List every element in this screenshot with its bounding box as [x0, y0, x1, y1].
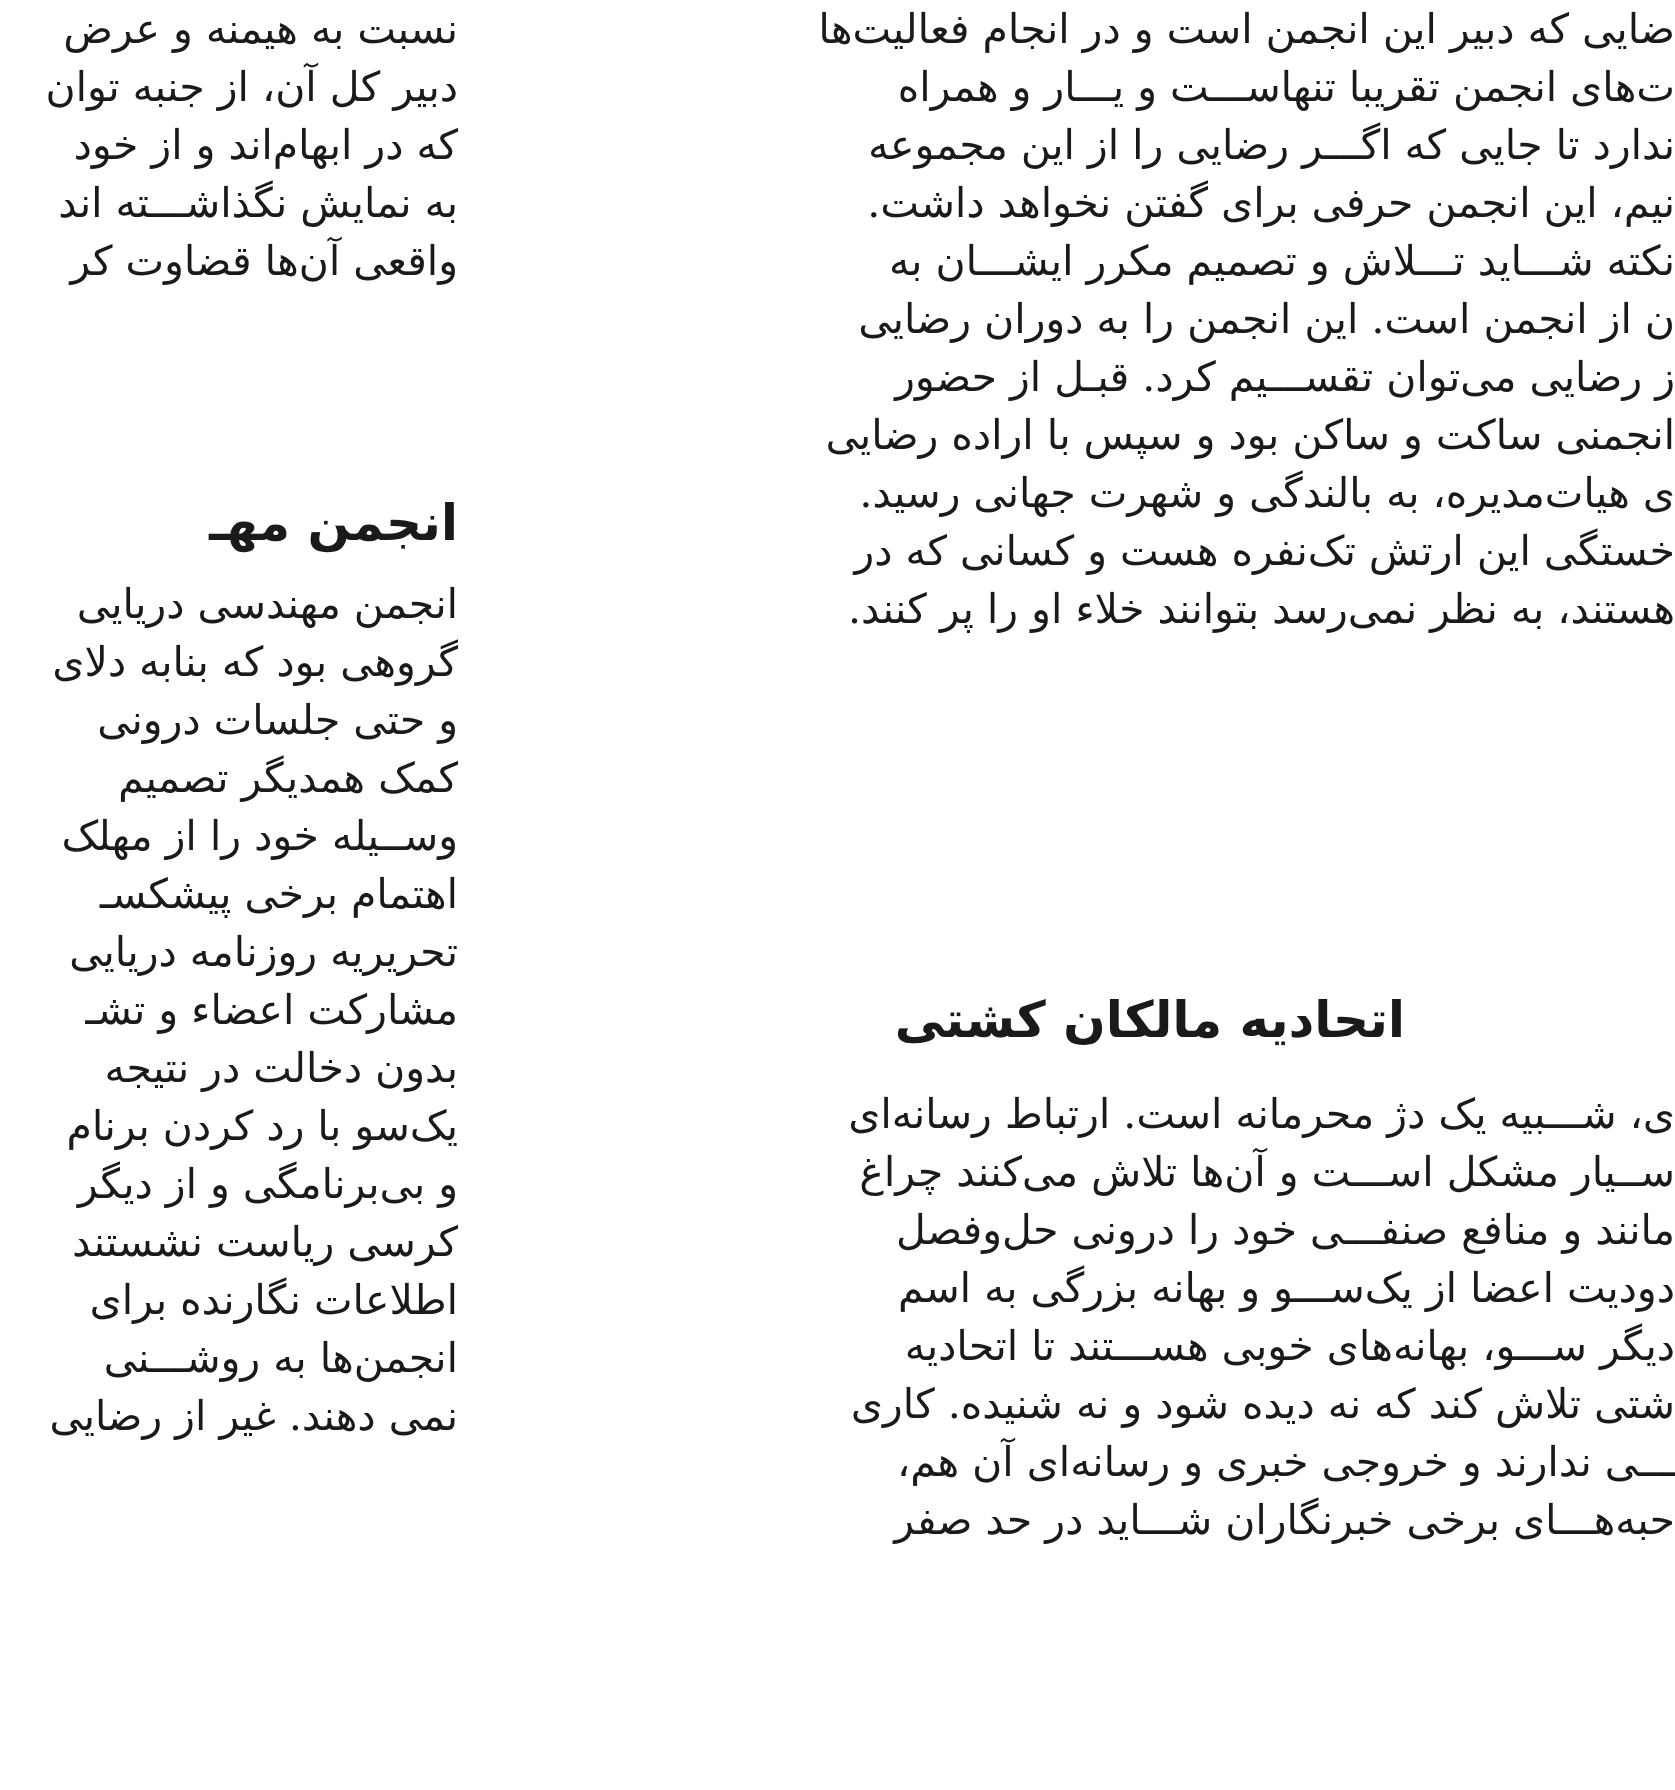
- right-paragraph-1: [555, 0, 1675, 638]
- text-line: هستند، به نظر نمی‌رسد بتوانند خلاء او را پر کنند.: [848, 585, 1675, 633]
- text-line: انجمنی ساکت و ساکن بود و سپس با اراده رضایی: [825, 411, 1675, 459]
- section-heading-ship-owners-union: اتحادیه مالکان کشتی: [894, 991, 1405, 1049]
- text-line: ضایی که دبیر این انجمن است و در انجام فعالیت‌ها: [818, 5, 1675, 53]
- text-line: تحریریه روزنامه دریایی: [69, 928, 458, 976]
- text-line: ندارد تا جایی که اگـــر رضایی را از این مجموعه: [868, 121, 1675, 169]
- text-line: نیم، این انجمن حرفی برای گفتن نخواهد داشت.: [867, 179, 1675, 227]
- text-line: نمی دهند. غیر از رضایی: [49, 1392, 458, 1440]
- text-line: و بی‌برنامگی و از دیگر: [77, 1160, 458, 1208]
- text-line: واقعی آن‌ها قضاوت کر: [70, 237, 458, 285]
- text-line: ســیار مشکل اســـت و آن‌ها تلاش می‌کنند چراغ: [859, 1148, 1675, 1196]
- text-line: بدون دخالت در نتیجه: [104, 1044, 458, 1092]
- right-paragraph-2: [555, 1085, 1675, 1549]
- text-line: شتی تلاش کند که نه دیده شود و نه شنیده. کاری: [850, 1380, 1675, 1428]
- text-line: نسبت به هیمنه و عرض: [63, 5, 458, 53]
- text-line: به نمایش نگذاشـــته اند: [58, 179, 458, 227]
- text-line: دیگر ســـو، بهانه‌های خوبی هســـتند تا اتحادیه: [904, 1322, 1675, 1370]
- section-heading-marine-engineering-association: انجمن مهـ: [209, 494, 458, 552]
- text-line: ـــی ندارند و خروجی خبری و رسانه‌ای آن هم،: [897, 1438, 1675, 1486]
- left-paragraph-2: [0, 575, 458, 1445]
- text-line: ی، شـــبیه یک دژ محرمانه است. ارتباط رسانه‌ای: [848, 1090, 1675, 1138]
- text-line: یک‌سو با رد کردن برنام: [66, 1102, 458, 1150]
- text-line: اهتمام برخی پیشکسـ: [99, 870, 458, 918]
- text-line: و حتی جلسات درونی: [97, 696, 458, 744]
- text-line: انجمن مهندسی دریایی: [76, 580, 458, 628]
- text-line: مانند و منافع صنفـــی خود را درونی حل‌وفصل: [896, 1206, 1675, 1254]
- text-line: اطلاعات نگارنده برای: [89, 1276, 458, 1324]
- text-line: دودیت اعضا از یک‌ســـو و بهانه بزرگی به اسم: [898, 1264, 1675, 1312]
- text-line: گروهی بود که بنابه دلای: [52, 638, 458, 686]
- text-line: کرسی ریاست نشستند: [72, 1218, 458, 1266]
- text-line: حبه‌هـــای برخی خبرنگاران شـــاید در حد صفر: [894, 1496, 1675, 1544]
- text-line: که در ابهام‌اند و از خود: [73, 121, 458, 169]
- text-line: ی هیات‌مدیره، به بالندگی و شهرت جهانی رسید.: [859, 469, 1675, 517]
- text-line: ز رضایی می‌توان تقســـیم کرد. قبـل از حضور: [895, 353, 1675, 401]
- text-line: نکته شـــاید تـــلاش و تصمیم مکرر ایشـــان به: [889, 237, 1675, 285]
- text-line: ن از انجمن است. این انجمن را به دوران رضایی: [858, 295, 1675, 343]
- text-line: کمک همدیگر تصمیم: [118, 754, 458, 802]
- text-line: خستگی این ارتش تک‌نفره هست و کسانی که در: [854, 527, 1675, 575]
- text-line: انجمن‌ها به روشـــنی: [103, 1334, 458, 1382]
- text-line: وســیله خود را از مهلک: [61, 812, 458, 860]
- right-column: [555, 0, 1675, 1790]
- text-line: دبیر کل آن، از جنبه توان: [45, 63, 458, 111]
- left-column: [0, 0, 458, 1790]
- text-line: ت‌های انجمن تقریبا تنهاســـت و یـــار و همراه: [897, 63, 1675, 111]
- text-line: مشارکت اعضاء و تشـ: [85, 986, 458, 1034]
- left-paragraph-1: [0, 0, 458, 290]
